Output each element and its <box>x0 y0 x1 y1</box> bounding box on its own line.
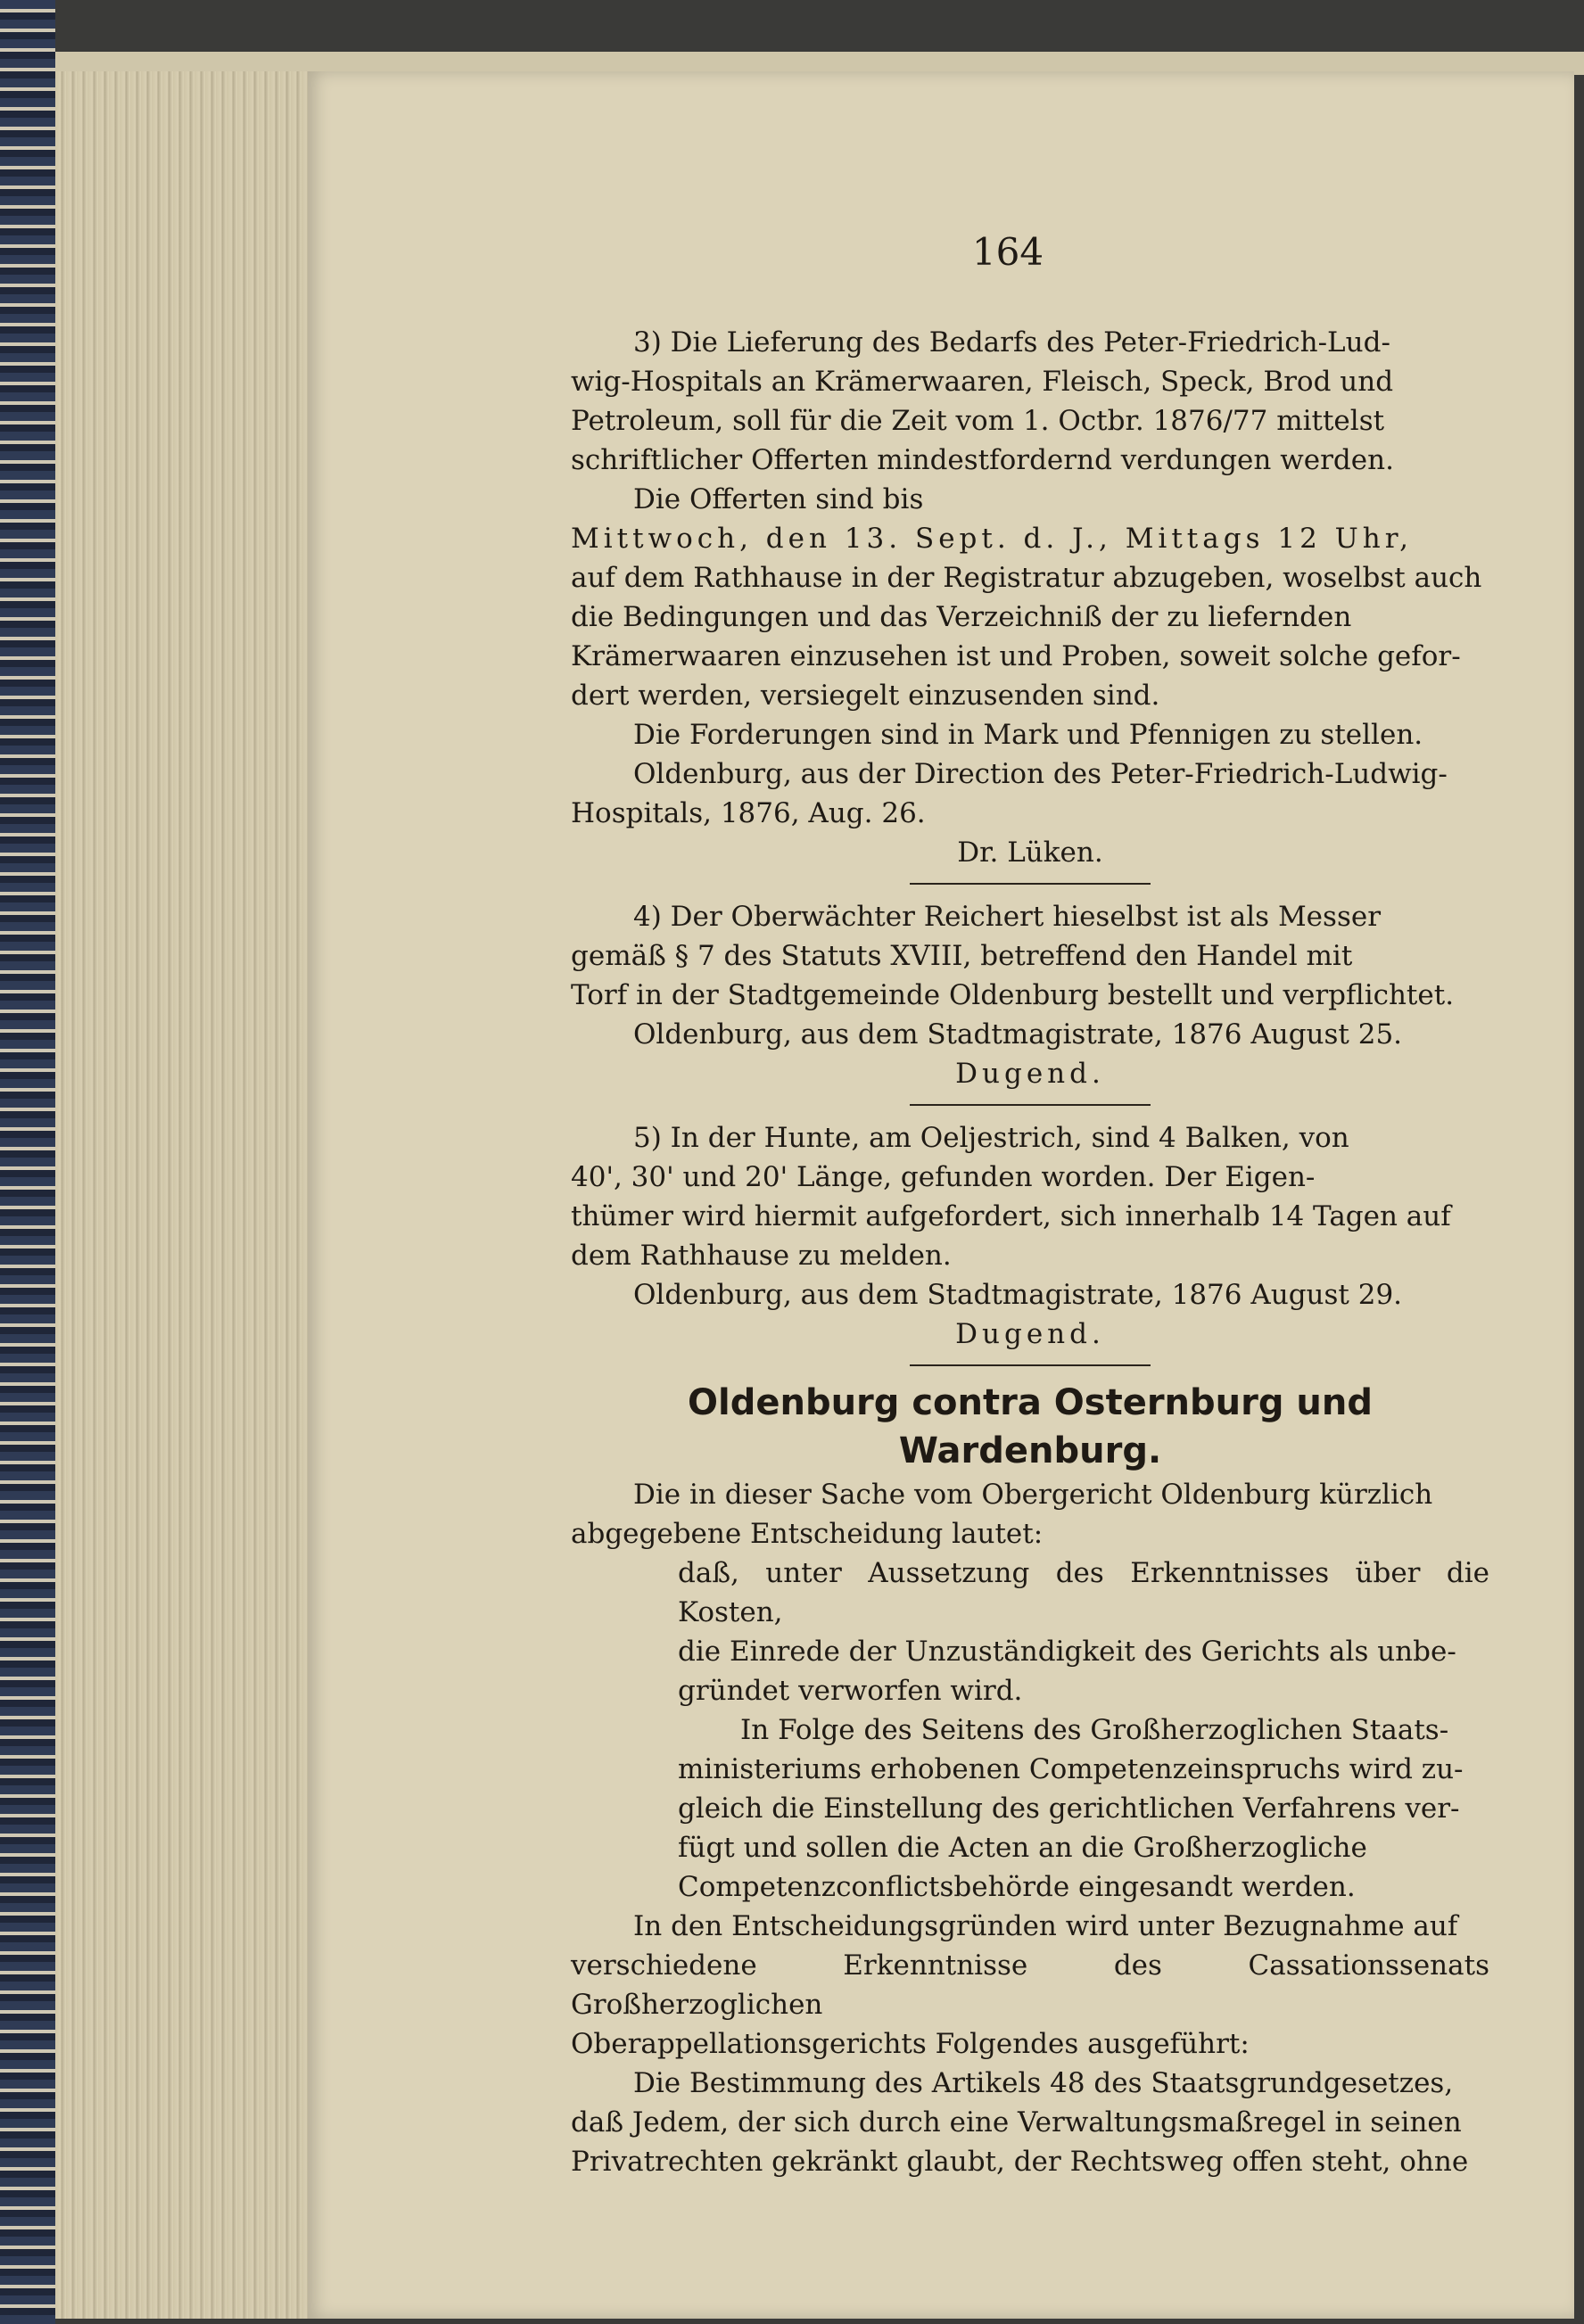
s3-rest-2: die Bedingungen und das Verzeichniß der zu liefernden <box>571 601 1352 633</box>
article-intro-1: Die in dieser Sache vom Obergericht Oldenburg kürzlich <box>633 1479 1433 1511</box>
divider <box>910 1104 1151 1106</box>
para2-line-2: daß Jedem, der sich durch eine Verwaltungsmaßregel in seinen <box>571 2106 1462 2139</box>
s3-rest-1: auf dem Rathhause in der Registratur abzugeben, woselbst auch <box>571 562 1482 594</box>
book-cover-edge <box>0 0 55 2324</box>
s4-place: Oldenburg, aus dem Stadtmagistrate, 1876 August 25. <box>633 1018 1403 1051</box>
s5-signature: Dugend. <box>955 1318 1105 1350</box>
quote2-line-2: ministeriums erhobenen Competenzeinspruchs wird zu- <box>678 1753 1464 1785</box>
s4-line-1: 4) Der Oberwächter Reichert hieselbst ist als Messer <box>633 901 1382 933</box>
article-title-2: Wardenburg. <box>898 1430 1162 1471</box>
s4-line-2: gemäß § 7 des Statuts XVIII, betreffend den Handel mit <box>571 940 1353 972</box>
quote2-line-3: gleich die Einstellung des gerichtlichen Verfahrens ver- <box>678 1792 1460 1825</box>
s3-line-4: schriftlicher Offerten mindestfordernd verdungen werden. <box>571 444 1394 476</box>
page-stack <box>55 71 323 2319</box>
s5-line-2: 40', 30' und 20' Länge, gefunden worden. Der Eigen- <box>571 1161 1316 1193</box>
s5-line-1: 5) In der Hunte, am Oeljestrich, sind 4 Balken, von <box>633 1122 1349 1154</box>
quote-block <box>678 1553 1489 1907</box>
s3-place-2: Hospitals, 1876, Aug. 26. <box>571 797 926 829</box>
para-line-1: In den Entscheidungsgründen wird unter Bezugnahme auf <box>633 1910 1458 1942</box>
s3-forderungen: Die Forderungen sind in Mark und Pfennigen zu stellen. <box>633 719 1423 751</box>
s3-deadline: Mittwoch, den 13. Sept. d. J., Mittags 12 Uhr, <box>571 523 1414 555</box>
s4-signature: Dugend. <box>955 1058 1105 1090</box>
para-line-3: Oberappellationsgerichts Folgendes ausgeführt: <box>571 2028 1250 2060</box>
quote1-line-3: gründet verworfen wird. <box>678 1675 1023 1707</box>
s3-signature: Dr. Lüken. <box>957 836 1103 869</box>
article-title-1: Oldenburg contra Osternburg und <box>687 1382 1374 1423</box>
s3-rest-4: dert werden, versiegelt einzusenden sind. <box>571 680 1160 712</box>
quote2-line-5: Competenzconflictsbehörde eingesandt werden. <box>678 1871 1356 1903</box>
s4-line-3: Torf in der Stadtgemeinde Oldenburg bestellt und verpflichtet. <box>571 979 1455 1011</box>
para2-line-1: Die Bestimmung des Artikels 48 des Staatsgrundgesetzes, <box>633 2067 1454 2099</box>
quote2-line-1: In Folge des Seitens des Großherzoglichen Staats- <box>740 1714 1449 1746</box>
s3-rest-3: Krämerwaaren einzusehen ist und Proben, soweit solche gefor- <box>571 640 1461 672</box>
s3-line-3: Petroleum, soll für die Zeit vom 1. Octbr. 1876/77 mittelst <box>571 405 1385 437</box>
para2-line-3: Privatrechten gekränkt glaubt, der Rechtsweg offen steht, ohne <box>571 2146 1469 2178</box>
page-number: 164 <box>971 230 1044 274</box>
divider <box>910 883 1151 885</box>
s5-line-3: thümer wird hiermit aufgefordert, sich innerhalb 14 Tagen auf <box>571 1200 1451 1232</box>
article-intro-2: abgegebene Entscheidung lautet: <box>571 1518 1044 1550</box>
divider <box>910 1364 1151 1366</box>
s5-place: Oldenburg, aus dem Stadtmagistrate, 1876 August 29. <box>633 1279 1403 1311</box>
s5-line-4: dem Rathhause zu melden. <box>571 1240 952 1272</box>
quote1-line-1: daß, unter Aussetzung des Erkenntnisses über die Kosten, <box>678 1557 1489 1628</box>
quote2-line-4: fügt und sollen die Acten an die Großherzogliche <box>678 1832 1367 1864</box>
section-3 <box>571 323 1489 2181</box>
quote1-line-2: die Einrede der Unzuständigkeit des Gerichts als unbe- <box>678 1636 1456 1668</box>
para-line-2: verschiedene Erkenntnisse des Cassationssenats Großherzoglichen <box>571 1949 1489 2021</box>
s3-place-1: Oldenburg, aus der Direction des Peter-Friedrich-Ludwig- <box>633 758 1448 790</box>
s3-line-5: Die Offerten sind bis <box>633 483 924 515</box>
s3-line-2: wig-Hospitals an Krämerwaaren, Fleisch, Speck, Brod und <box>571 366 1394 398</box>
s3-line-1: 3) Die Lieferung des Bedarfs des Peter-Friedrich-Lud- <box>633 326 1390 358</box>
